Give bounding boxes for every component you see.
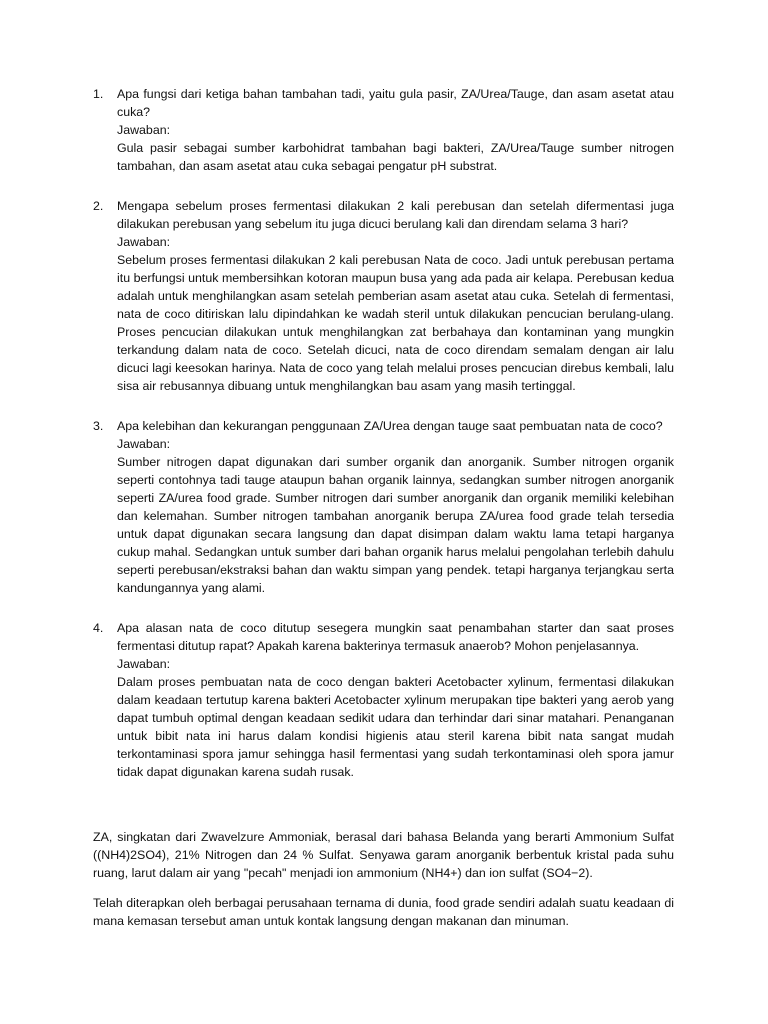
question-list [0, 85, 768, 803]
footnotes [93, 828, 674, 942]
question-body [117, 417, 674, 597]
question-text: Apa kelebihan dan kekurangan penggunaan ZA/Urea dengan tauge saat pembuatan nata de coco? [117, 419, 663, 433]
question-body [117, 197, 674, 395]
question-body [117, 85, 674, 175]
question-body [117, 619, 674, 781]
question-number: 2. [93, 199, 104, 213]
note-za-definition: ZA, singkatan dari Zwavelzure Ammoniak, berasal dari bahasa Belanda yang berarti Ammonium Sulfat ((NH4)2SO4), 21% Nitrogen dan 24 % Sulfat. Senyawa garam anorganik berbentuk kristal pada suhu ruang, larut dalam air yang "pecah" menjadi ion ammonium (NH4+) dan ion sulfat (SO4−2). [93, 830, 674, 880]
question-text: Apa fungsi dari ketiga bahan tambahan tadi, yaitu gula pasir, ZA/Urea/Tauge, dan asam asetat atau cuka? [117, 87, 674, 119]
question-number: 3. [93, 419, 104, 433]
question-text: Mengapa sebelum proses fermentasi dilakukan 2 kali perebusan dan setelah difermentasi juga dilakukan perebusan yang sebelum itu juga dicuci berulang kali dan direndam selama 3 hari? [117, 199, 674, 231]
answer-label: Jawaban: [117, 437, 171, 451]
answer-text: Dalam proses pembuatan nata de coco dengan bakteri Acetobacter xylinum, fermentasi dilakukan dalam keadaan tertutup karena bakteri Acetobacter xylinum merupakan tipe bakteri yang aerob yang dapat tumbuh optimal dengan keadaan sedikit udara dan terhindar dari sinar matahari. Penanganan untuk bibit nata ini harus dalam kondisi higienis atau steril karena bibit nata sangat mudah terkontaminasi spora jamur sehingga hasil fermentasi yang sudah terkontaminasi oleh spora jamur tidak dapat digunakan karena sudah rusak. [117, 675, 674, 779]
answer-label: Jawaban: [117, 657, 171, 671]
answer-label: Jawaban: [117, 235, 171, 249]
answer-text: Gula pasir sebagai sumber karbohidrat tambahan bagi bakteri, ZA/Urea/Tauge sumber nitrogen tambahan, dan asam asetat atau cuka sebagai pengatur pH substrat. [117, 141, 674, 173]
question-text: Apa alasan nata de coco ditutup sesegera mungkin saat penambahan starter dan saat proses fermentasi ditutup rapat? Apakah karena bakterinya termasuk anaerob? Mohon penjelasannya. [117, 621, 674, 653]
question-item-4 [0, 619, 768, 781]
answer-label: Jawaban: [117, 123, 171, 137]
note-food-grade: Telah diterapkan oleh berbagai perusahaan ternama di dunia, food grade sendiri adalah suatu keadaan di mana kemasan tersebut aman untuk kontak langsung dengan makanan dan minuman. [93, 896, 674, 928]
answer-text: Sebelum proses fermentasi dilakukan 2 kali perebusan Nata de coco. Jadi untuk perebusan pertama itu berfungsi untuk membersihkan kotoran maupun busa yang ada pada air kelapa. Perebusan kedua adalah untuk menghilangkan asam setelah pemberian asam asetat atau cuka. Setelah di fermentasi, nata de coco ditiriskan lalu dipindahkan ke wadah steril untuk dilakukan pencucian berulang-ulang. Proses pencucian dilakukan untuk menghilangkan zat berbahaya dan kontaminan yang mungkin terkandung dalam nata de coco. Setelah dicuci, nata de coco direndam semalam dengan air lalu dicuci lagi keesokan harinya. Nata de coco yang telah melalui proses pencucian direbus kembali, lalu sisa air rebusannya dibuang untuk menghilangkan bau asam yang masih tertinggal. [117, 253, 674, 393]
question-item-3 [0, 417, 768, 597]
question-number: 1. [93, 87, 104, 101]
question-item-2 [0, 197, 768, 395]
answer-text: Sumber nitrogen dapat digunakan dari sumber organik dan anorganik. Sumber nitrogen organik seperti contohnya tadi tauge ataupun bahan organik lainnya, sedangkan sumber nitrogen anorganik seperti ZA/urea food grade. Sumber nitrogen dari sumber anorganik dan organik memiliki kelebihan dan kelemahan. Sumber nitrogen tambahan anorganik berupa ZA/urea food grade telah tersedia untuk dapat digunakan secara langsung dan dapat disimpan dalam waktu lama tetapi harganya cukup mahal. Sedangkan untuk sumber dari bahan organik harus melalui pengolahan terlebih dahulu seperti perebusan/ekstraksi bahan dan waktu simpan yang pendek. tetapi harganya terjangkau serta kandungannya yang alami. [117, 455, 674, 595]
question-number: 4. [93, 621, 104, 635]
question-item-1 [0, 85, 768, 175]
